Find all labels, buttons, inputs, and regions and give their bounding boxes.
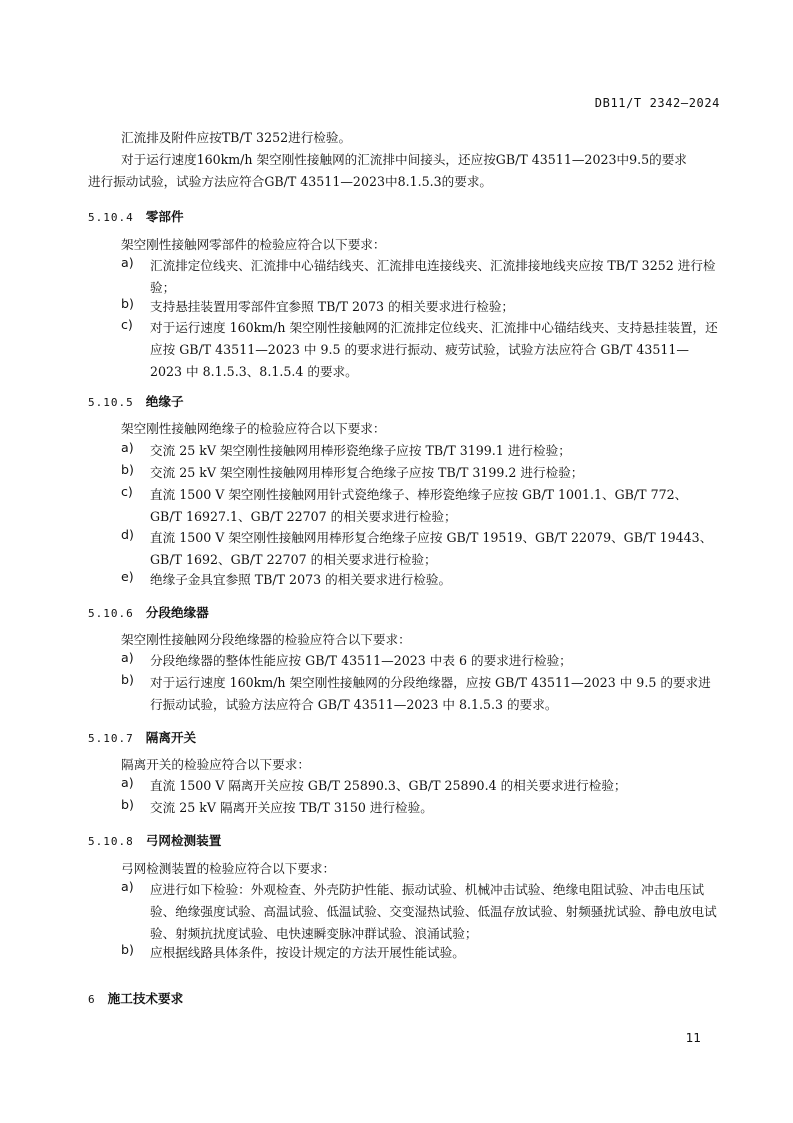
section-number: 5.10.5 xyxy=(88,396,134,409)
list-marker: a) xyxy=(121,775,134,790)
list-marker: a) xyxy=(121,879,134,894)
section-number: 5.10.4 xyxy=(88,211,134,224)
section-intro: 架空刚性接触网分段绝缘器的检验应符合以下要求： xyxy=(121,632,411,647)
list-marker: b) xyxy=(121,296,134,311)
chapter-number: 6 xyxy=(88,993,96,1006)
section-intro: 架空刚性接触网绝缘子的检验应符合以下要求： xyxy=(121,421,386,436)
section-title: 零部件 xyxy=(145,209,184,224)
section-number: 5.10.8 xyxy=(88,835,134,848)
section-intro: 隔离开关的检验应符合以下要求： xyxy=(121,757,310,772)
list-marker: c) xyxy=(121,484,133,499)
paragraph: 汇流排及附件应按TB/T 3252进行检验。 xyxy=(121,130,352,145)
paragraph: 对于运行速度160km/h 架空刚性接触网的汇流排中间接头，还应按GB/T 43511—2023中9.5的要求 xyxy=(121,152,687,167)
list-text: 直流 1500 V 隔离开关应按 GB/T 25890.3、GB/T 25890.4 的相关要求进行检验； xyxy=(150,778,627,793)
list-marker: b) xyxy=(121,462,134,477)
chapter-heading-6 xyxy=(88,988,183,1007)
list-text: 交流 25 kV 架空刚性接触网用棒形复合绝缘子应按 TB/T 3199.2 进行检验； xyxy=(150,465,584,480)
list-text: 交流 25 kV 架空刚性接触网用棒形瓷绝缘子应按 TB/T 3199.1 进行检验； xyxy=(150,443,571,458)
list-text: 绝缘子金具宜参照 TB/T 2073 的相关要求进行检验。 xyxy=(150,572,452,587)
list-marker: a) xyxy=(121,440,134,455)
list-marker: b) xyxy=(121,942,134,957)
chapter-title: 施工技术要求 xyxy=(107,991,184,1006)
list-marker: a) xyxy=(121,650,134,665)
section-title: 弓网检测装置 xyxy=(145,833,222,848)
paragraph: 进行振动试验，试验方法应符合GB/T 43511—2023中8.1.5.3的要求。 xyxy=(88,174,493,189)
section-heading-5-10-7 xyxy=(88,727,196,746)
section-heading-5-10-4 xyxy=(88,206,184,225)
list-text: 对于运行速度 160km/h 架空刚性接触网的汇流排定位线夹、汇流排中心锚结线夹、支持悬挂装置，还应按 GB/T 43511—2023 中 9.5 的要求进行振动、疲劳试验，试验方法应符合 GB/T 43511—2023 中 8.1.5.3、8.1.5.4 的要求。 xyxy=(150,320,718,379)
list-marker: b) xyxy=(121,672,134,687)
section-title: 分段绝缘器 xyxy=(145,605,209,620)
section-heading-5-10-8 xyxy=(88,830,221,849)
list-text: 对于运行速度 160km/h 架空刚性接触网的分段绝缘器，应按 GB/T 43511—2023 中 9.5 的要求进行振动试验，试验方法应符合 GB/T 43511—2023 中 8.1.5.3 的要求。 xyxy=(150,675,711,712)
list-marker: e) xyxy=(121,569,134,584)
section-intro: 弓网检测装置的检验应符合以下要求： xyxy=(121,861,336,876)
list-text: 应进行如下检验：外观检查、外壳防护性能、振动试验、机械冲击试验、绝缘电阻试验、冲击电压试验、绝缘强度试验、高温试验、低温试验、交变湿热试验、低温存放试验、射频骚扰试验、静电放电试验、射频抗扰度试验、电快速瞬变脉冲群试验、浪涌试验； xyxy=(150,882,717,941)
section-heading-5-10-6 xyxy=(88,602,209,621)
list-marker: c) xyxy=(121,317,133,332)
section-title: 绝缘子 xyxy=(145,394,184,409)
section-title: 隔离开关 xyxy=(145,730,197,745)
list-text: 直流 1500 V 架空刚性接触网用棒形复合绝缘子应按 GB/T 19519、GB/T 22079、GB/T 19443、GB/T 1692、GB/T 22707 的相关要求进行检验； xyxy=(150,530,713,567)
list-text: 汇流排定位线夹、汇流排中心锚结线夹、汇流排电连接线夹、汇流排接地线夹应按 TB/T 3252 进行检验； xyxy=(150,258,716,295)
section-heading-5-10-5 xyxy=(88,391,184,410)
list-text: 应根据线路具体条件，按设计规定的方法开展性能试验。 xyxy=(150,945,465,960)
section-number: 5.10.6 xyxy=(88,607,134,620)
document-number: DB11/T 2342—2024 xyxy=(594,96,720,110)
list-text: 直流 1500 V 架空刚性接触网用针式瓷绝缘子、棒形瓷绝缘子应按 GB/T 1001.1、GB/T 772、GB/T 16927.1、GB/T 22707 的相关要求进行检验； xyxy=(150,487,688,524)
list-text: 交流 25 kV 隔离开关应按 TB/T 3150 进行检验。 xyxy=(150,800,433,815)
list-text: 分段绝缘器的整体性能应按 GB/T 43511—2023 中表 6 的要求进行检验； xyxy=(150,653,572,668)
section-number: 5.10.7 xyxy=(88,732,134,745)
section-intro: 架空刚性接触网零部件的检验应符合以下要求： xyxy=(121,237,386,252)
list-marker: b) xyxy=(121,797,134,812)
page-number: 11 xyxy=(685,1031,701,1045)
list-text: 支持悬挂装置用零部件宜参照 TB/T 2073 的相关要求进行检验； xyxy=(150,299,515,314)
list-marker: a) xyxy=(121,255,134,270)
list-marker: d) xyxy=(121,527,134,542)
